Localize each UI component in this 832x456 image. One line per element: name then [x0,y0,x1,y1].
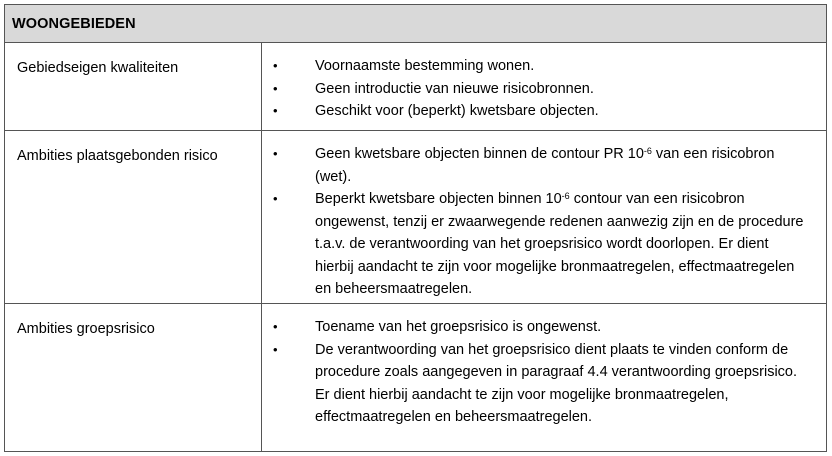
table-title: WOONGEBIEDEN [12,16,136,32]
list-item [271,78,811,101]
column-divider [261,43,262,451]
list-item [271,143,811,188]
bullet-list [271,316,811,429]
bullet-icon: • [273,58,278,73]
list-item-text-end: contour van een risicobron ongewenst, tenzij er zwaarwegende redenen aanwezig zijn en de procedure t.a.v. de verantwoording van het groepsrisico wordt doorlopen. Er dient hierbij aandacht te zijn voor mogelijke bronmaatregelen, effectmaatregelen en beheersmaatregelen. [315,191,804,297]
table-row-ambities-groepsrisico [5,304,826,451]
list-item-text-start: Beperkt kwetsbare objecten binnen 10 [315,191,562,207]
bullet-icon: • [273,191,278,206]
list-item-text-start: Geen kwetsbare objecten binnen de contour PR 10 [315,146,644,162]
superscript-exponent: -6 [561,191,570,201]
list-item-text-end: van een risicobron (wet). [315,146,775,185]
bullet-icon: • [273,341,278,357]
table-row-ambities-plaatsgebonden-risico [5,131,826,304]
row-label: Gebiedseigen kwaliteiten [17,60,179,76]
bullet-list [271,55,811,123]
bullet-icon: • [273,80,278,96]
bullet-icon: • [273,103,278,118]
list-item-text: Toename van het groepsrisico is ongewenst. [315,319,602,335]
superscript-exponent: -6 [643,146,652,156]
list-item [271,100,811,123]
table-row-gebiedseigen-kwaliteiten [5,43,826,131]
table-header [5,5,826,43]
list-item-text: Geschikt voor (beperkt) kwetsbare objecten. [315,103,599,119]
list-item [271,339,811,429]
list-item [271,188,811,301]
bullet-icon: • [273,319,278,334]
list-item-text: Voornaamste bestemming wonen. [315,58,535,74]
bullet-list [271,143,811,301]
list-item [271,55,811,78]
bullet-icon: • [273,146,278,161]
woongebieden-table [4,4,827,452]
row-label: Ambities groepsrisico [17,321,155,337]
row-label: Ambities plaatsgebonden risico [17,148,218,164]
list-item [271,316,811,339]
list-item-text: Geen introductie van nieuwe risicobronnen. [315,80,594,97]
list-item-text: De verantwoording van het groepsrisico dient plaats te vinden conform de procedure zoals aangegeven in paragraaf 4.4 verantwoording groepsrisico. Er dient hierbij aandacht te zijn voor mogelijke bronmaatregelen, effectmaatregelen en beheersmaatregelen. [315,341,798,425]
